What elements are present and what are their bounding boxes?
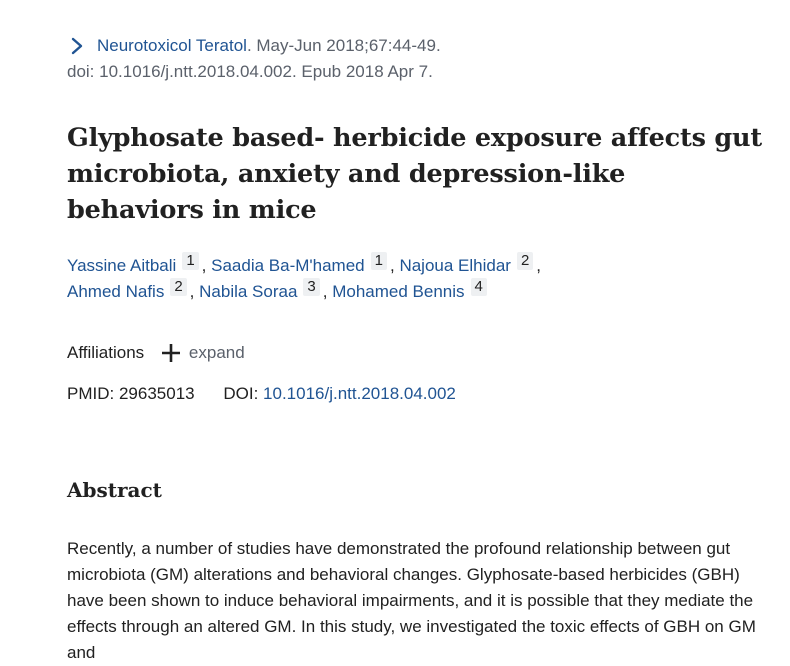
affiliations-row <box>67 341 245 365</box>
affiliation-number[interactable]: 4 <box>471 278 487 296</box>
citation-doi-line: doi: 10.1016/j.ntt.2018.04.002. Epub 2018 Apr 7. <box>67 62 433 81</box>
affiliation-number[interactable]: 1 <box>371 252 387 270</box>
author-separator: , <box>189 282 195 301</box>
identifiers-row <box>67 382 456 406</box>
expand-label: expand <box>188 343 245 362</box>
author-separator: , <box>201 256 207 275</box>
plus-icon <box>161 343 181 363</box>
author-link[interactable]: Yassine Aitbali <box>67 256 177 275</box>
author-link[interactable]: Saadia Ba-M'hamed <box>211 256 365 275</box>
doi-link[interactable]: 10.1016/j.ntt.2018.04.002 <box>263 384 456 403</box>
author-link[interactable]: Nabila Soraa <box>199 282 298 301</box>
affiliations-expand-button[interactable] <box>161 341 245 365</box>
article-title: Glyphosate based- herbicide exposure affects gut microbiota, anxiety and depression-like behaviors in mice <box>67 123 762 225</box>
authors-line-2 <box>67 278 767 304</box>
pmid-value: 29635013 <box>118 384 195 403</box>
affiliation-number[interactable]: 1 <box>182 252 198 270</box>
affiliation-number[interactable]: 3 <box>303 278 319 296</box>
author-separator: , <box>536 256 542 275</box>
affiliation-number[interactable]: 2 <box>170 278 186 296</box>
authors-list <box>67 252 767 304</box>
author-separator: , <box>389 256 395 275</box>
authors-line-1 <box>67 252 767 278</box>
affiliations-label: Affiliations <box>67 343 145 362</box>
abstract-text: Recently, a number of studies have demonstrated the profound relationship between gut microbiota (GM) alterations and behavioral changes. Glyphosate-based herbicides (GBH) have been shown to induce behavioral impairments, and it is possible that they mediate the effects through an altered GM. In this study, we investigated the toxic effects of GBH on GM and <box>67 539 756 662</box>
author-link[interactable]: Ahmed Nafis <box>67 282 165 301</box>
author-link[interactable]: Mohamed Bennis <box>332 282 465 301</box>
affiliation-number[interactable]: 2 <box>517 252 533 270</box>
abstract-heading: Abstract <box>67 478 162 502</box>
citation-line <box>67 34 441 58</box>
citation-details: . May-Jun 2018;67:44-49. <box>246 36 441 55</box>
journal-link[interactable]: Neurotoxicol Teratol <box>97 36 247 55</box>
doi-label: DOI: <box>223 384 259 403</box>
pmid-label: PMID: <box>67 384 115 403</box>
chevron-right-icon[interactable] <box>67 36 87 56</box>
author-link[interactable]: Najoua Elhidar <box>399 256 511 275</box>
author-separator: , <box>322 282 328 301</box>
